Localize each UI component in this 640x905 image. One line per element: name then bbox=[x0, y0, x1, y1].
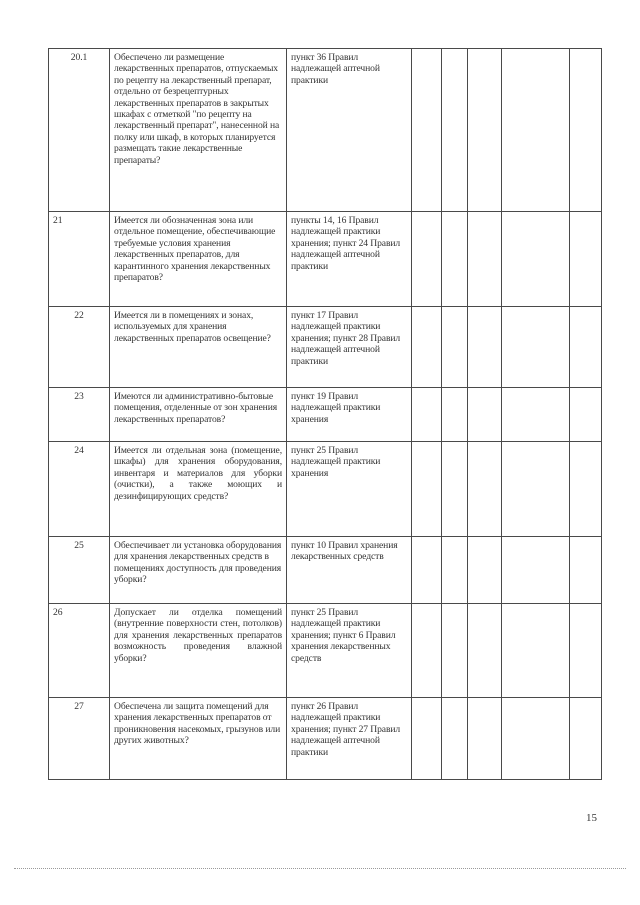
row-number: 22 bbox=[49, 307, 110, 388]
row-number: 24 bbox=[49, 442, 110, 537]
reference-text: пункты 14, 16 Правил надлежащей практики хранения; пункт 24 Правил надлежащей аптечной практики bbox=[287, 212, 412, 307]
table-row bbox=[49, 388, 602, 442]
row-number: 26 bbox=[49, 604, 110, 698]
answer-cell-na bbox=[468, 307, 502, 388]
answer-cell-yes bbox=[412, 698, 442, 780]
question-text: Обеспечена ли защита помещений для хранения лекарственных препаратов от проникновения насекомых, грызунов или других животных? bbox=[110, 698, 287, 780]
answer-cell-no bbox=[442, 537, 468, 604]
answer-cell-na bbox=[468, 388, 502, 442]
reference-text: пункт 17 Правил надлежащей практики хранения; пункт 28 Правил надлежащей аптечной практики bbox=[287, 307, 412, 388]
table-row bbox=[49, 307, 602, 388]
answer-cell-na bbox=[468, 442, 502, 537]
table-row bbox=[49, 604, 602, 698]
reference-text: пункт 25 Правил надлежащей практики хранения bbox=[287, 442, 412, 537]
reference-text: пункт 19 Правил надлежащей практики хранения bbox=[287, 388, 412, 442]
comment-cell bbox=[502, 49, 570, 212]
answer-cell-na bbox=[468, 604, 502, 698]
answer-cell-no bbox=[442, 49, 468, 212]
answer-cell-yes bbox=[412, 604, 442, 698]
comment-cell bbox=[502, 212, 570, 307]
row-number: 20.1 bbox=[49, 49, 110, 212]
answer-cell-na bbox=[468, 537, 502, 604]
row-number: 23 bbox=[49, 388, 110, 442]
answer-cell-no bbox=[442, 698, 468, 780]
answer-cell-no bbox=[442, 442, 468, 537]
answer-cell-yes bbox=[412, 307, 442, 388]
reference-text: пункт 26 Правил надлежащей практики хранения; пункт 27 Правил надлежащей аптечной практики bbox=[287, 698, 412, 780]
comment-cell bbox=[502, 442, 570, 537]
answer-cell-no bbox=[442, 388, 468, 442]
extra-cell bbox=[570, 49, 602, 212]
extra-cell bbox=[570, 388, 602, 442]
question-text: Имеется ли отдельная зона (помещение, шкафы) для хранения оборудования, инвентаря и материалов для уборки (очистки), а также моющих и дезинфицирующих средств? bbox=[110, 442, 287, 537]
answer-cell-no bbox=[442, 307, 468, 388]
question-text: Допускает ли отделка помещений (внутренние поверхности стен, потолков) для хранения лекарственных препаратов возможность проведения влажной уборки? bbox=[110, 604, 287, 698]
comment-cell bbox=[502, 537, 570, 604]
table-row bbox=[49, 442, 602, 537]
table-row bbox=[49, 537, 602, 604]
question-text: Имеется ли обозначенная зона или отдельное помещение, обеспечивающие требуемые условия хранения лекарственных препаратов, для карантинного хранения лекарственных препаратов? bbox=[110, 212, 287, 307]
checklist-table bbox=[48, 48, 602, 780]
table-row bbox=[49, 49, 602, 212]
answer-cell-na bbox=[468, 49, 502, 212]
row-number: 25 bbox=[49, 537, 110, 604]
table-row bbox=[49, 698, 602, 780]
reference-text: пункт 10 Правил хранения лекарственных средств bbox=[287, 537, 412, 604]
extra-cell bbox=[570, 604, 602, 698]
answer-cell-na bbox=[468, 698, 502, 780]
page-number: 15 bbox=[586, 812, 597, 824]
row-number: 27 bbox=[49, 698, 110, 780]
row-number: 21 bbox=[49, 212, 110, 307]
comment-cell bbox=[502, 698, 570, 780]
answer-cell-no bbox=[442, 604, 468, 698]
answer-cell-yes bbox=[412, 537, 442, 604]
extra-cell bbox=[570, 307, 602, 388]
answer-cell-yes bbox=[412, 212, 442, 307]
question-text: Обеспечивает ли установка оборудования для хранения лекарственных средств в помещениях доступность для проведения уборки? bbox=[110, 537, 287, 604]
question-text: Имеется ли в помещениях и зонах, используемых для хранения лекарственных препаратов освещение? bbox=[110, 307, 287, 388]
extra-cell bbox=[570, 212, 602, 307]
extra-cell bbox=[570, 698, 602, 780]
comment-cell bbox=[502, 388, 570, 442]
answer-cell-yes bbox=[412, 388, 442, 442]
question-text: Обеспечено ли размещение лекарственных препаратов, отпускаемых по рецепту на лекарственный препарат, отдельно от безрецептурных лекарственных препаратов в закрытых шкафах с отметкой "по рецепту на лекарственный препарат", нанесенной на полку или шкаф, в которых планируется размещать такие лекарственные препараты? bbox=[110, 49, 287, 212]
answer-cell-yes bbox=[412, 49, 442, 212]
footer-divider bbox=[14, 868, 626, 869]
comment-cell bbox=[502, 307, 570, 388]
answer-cell-yes bbox=[412, 442, 442, 537]
reference-text: пункт 25 Правил надлежащей практики хранения; пункт 6 Правил хранения лекарственных средств bbox=[287, 604, 412, 698]
extra-cell bbox=[570, 442, 602, 537]
extra-cell bbox=[570, 537, 602, 604]
answer-cell-no bbox=[442, 212, 468, 307]
reference-text: пункт 36 Правил надлежащей аптечной практики bbox=[287, 49, 412, 212]
comment-cell bbox=[502, 604, 570, 698]
table-row bbox=[49, 212, 602, 307]
question-text: Имеются ли административно-бытовые помещения, отделенные от зон хранения лекарственных препаратов? bbox=[110, 388, 287, 442]
answer-cell-na bbox=[468, 212, 502, 307]
